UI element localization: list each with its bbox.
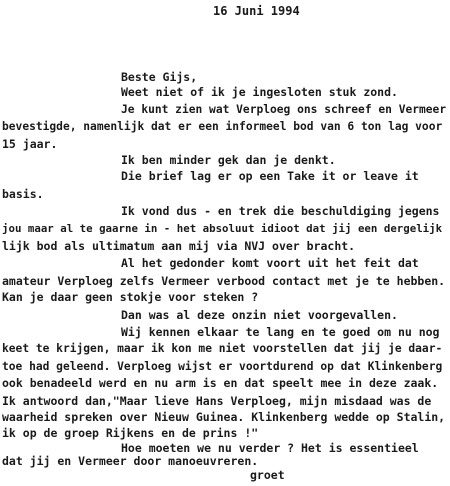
closing: groet [250, 468, 285, 482]
body-line: bevestigde, namenlijk dat er een informeel bod van 6 ton lag voor [2, 120, 443, 133]
body-line: Ik ben minder gek dan je denkt. [121, 152, 336, 167]
body-line: waarheid spreken over Nieuw Guinea. Klinkenberg wedde op Stalin, [2, 410, 446, 424]
salutation: Beste Gijs, [121, 69, 198, 84]
body-line: Die brief lag er op een Take it or leave it [121, 169, 419, 184]
body-line: basis. [2, 186, 44, 201]
body-line: Weet niet of ik je ingesloten stuk zond. [121, 85, 398, 100]
body-line: keet te krijgen, maar ik kon me niet voorstellen dat jij je daar- [2, 342, 443, 356]
body-line: lijk bod als ultimatum aan mij via NVJ over bracht. [2, 238, 356, 253]
body-line: Ik antwoord dan,"Maar lieve Hans Verploeg, mijn misdaad was de [2, 393, 432, 408]
body-line: Wij kennen elkaar te lang en te goed om nu nog [121, 324, 440, 339]
body-line: ik op de groep Rijkens en de prins !" [2, 426, 259, 441]
body-line: Hoe moeten we nu verder ? Het is essentieel [121, 440, 419, 455]
body-line: Dan was al deze onzin niet voorgevallen. [121, 307, 398, 322]
body-line: Ik vond dus - en trek die beschuldiging jegens [121, 204, 440, 219]
body-line: 15 jaar. [2, 137, 58, 152]
body-line: Kan je daar geen stokje voor steken ? [2, 290, 259, 305]
letter-date: 16 Juni 1994 [213, 4, 300, 18]
body-line: dat jij en Vermeer door manoeuvreren. [2, 454, 259, 469]
body-line: jou maar al te gaarne in - het absoluut idioot dat jij een dergelijk [2, 221, 443, 235]
body-line: ook benadeeld werd en nu arm is en dat speelt mee in deze zaak. [2, 376, 439, 391]
body-line: Je kunt zien wat Verploeg ons schreef en Vermeer [121, 102, 447, 116]
body-line: Al het gedonder komt voort uit het feit dat [121, 256, 419, 271]
body-line: amateur Verploeg zelfs Vermeer verbood contact met je te hebben. [2, 273, 446, 288]
body-line: toe had geleend. Verploeg wijst er voortdurend op dat Klinkenberg [2, 359, 443, 373]
